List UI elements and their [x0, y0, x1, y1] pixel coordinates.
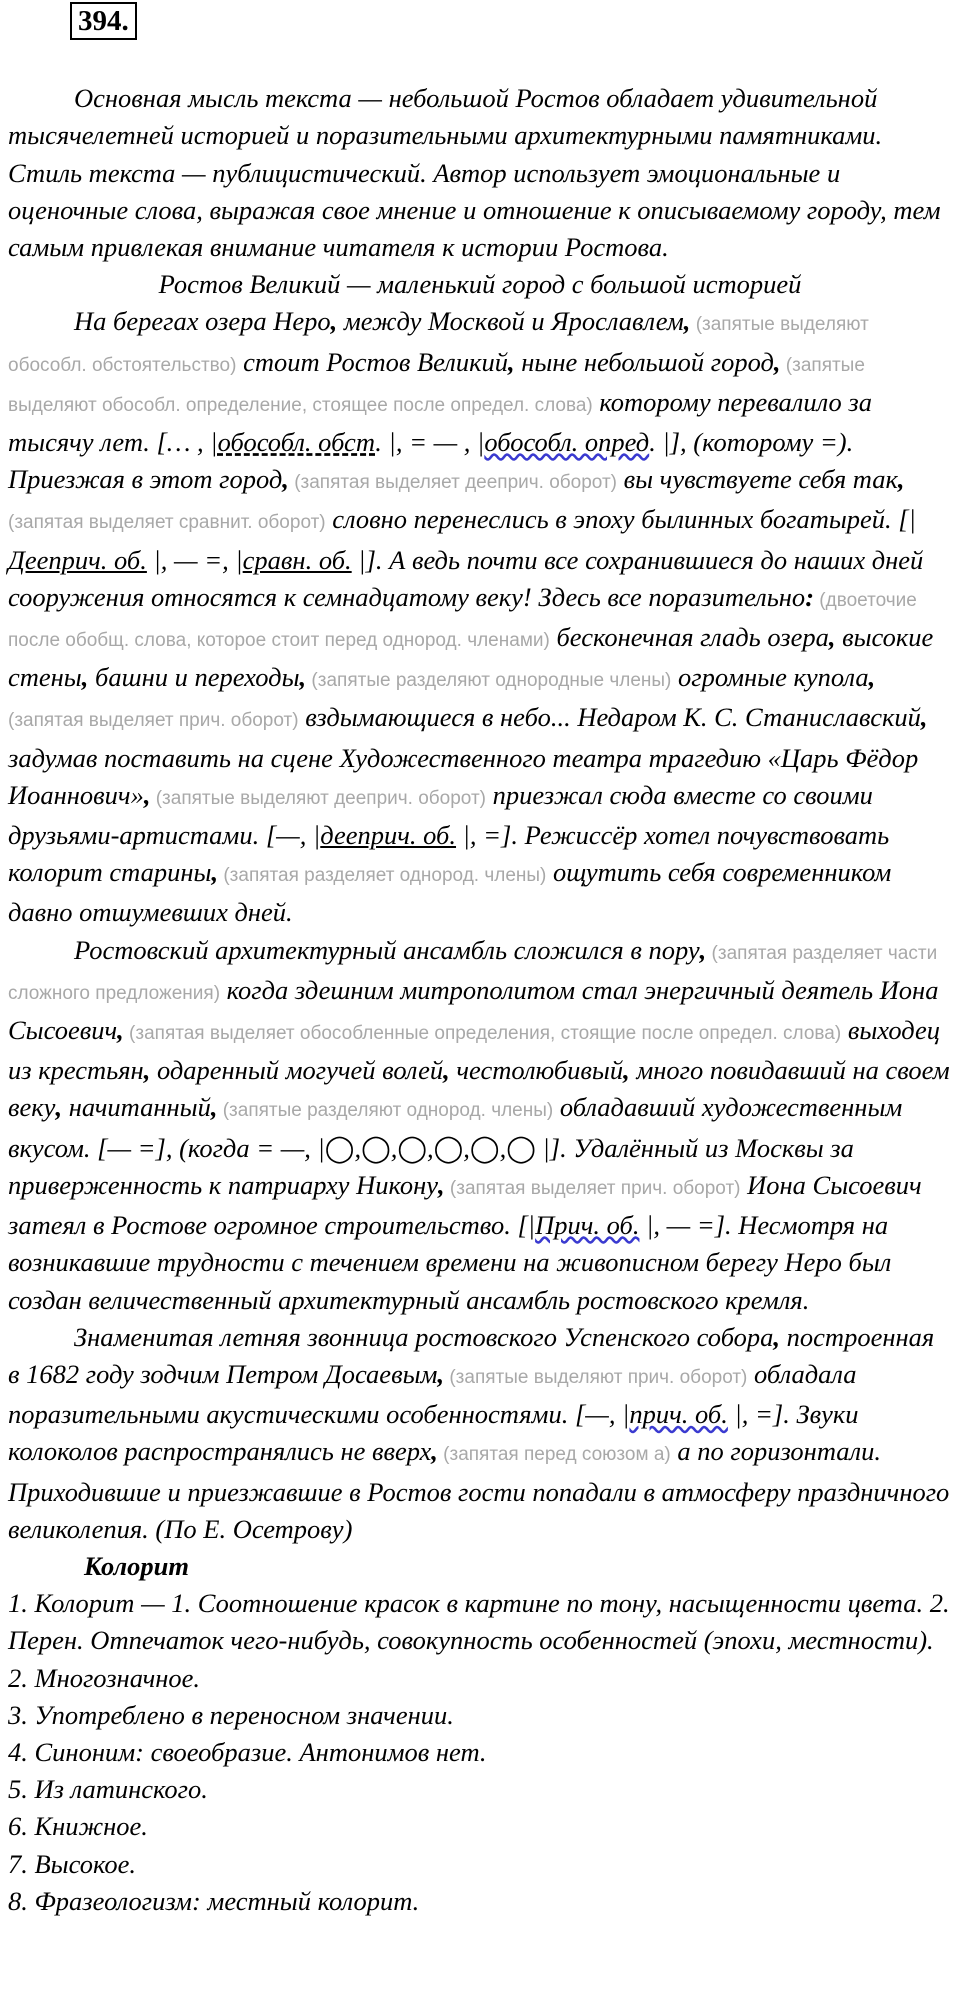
- text-run: |, =]. Звуки колоколов распространялись не вверх: [8, 1399, 859, 1467]
- list-item: 1. Колорит — 1. Соотношение красок в картине по тону, насыщенности цвета. 2. Перен. Отпечаток чего-нибудь, совокупность особенностей (эпохи, местности).: [8, 1588, 950, 1656]
- punctuation-mark: ,: [699, 934, 707, 965]
- punctuation-note: (запятые выделяют обособл. определение, стоящее после определ. слова): [8, 354, 865, 416]
- punctuation-note: (запятая перед союзом а): [437, 1444, 671, 1466]
- punctuation-mark: ,: [438, 1169, 445, 1200]
- scheme-circles: ◯,◯,◯,◯,◯,◯: [324, 1132, 536, 1163]
- list-item: 7. Высокое.: [8, 1848, 137, 1879]
- punctuation-mark: ,: [282, 464, 289, 495]
- punctuation-mark: ,: [81, 662, 89, 693]
- text-run: которому перевалило за тысячу лет. [… , |: [8, 386, 872, 458]
- scheme-label: обособл. опред: [484, 427, 650, 458]
- text-run: между Москвой и Ярославлем: [337, 306, 684, 337]
- text-run: Ростовский архитектурный ансамбль сложился в пору: [74, 934, 700, 965]
- list-item: 4. Синоним: своеобразие. Антонимов нет.: [8, 1736, 487, 1767]
- punctuation-note: (запятые выделяют дееприч. оборот): [150, 787, 486, 809]
- text-run: много повидавший на своем веку: [8, 1055, 950, 1123]
- text-run: |, — =]. Несмотря на возникавшие трудности с течением времени на живописном берегу Неро был создан величественный архитектурный ансамбль ростовского кремля.: [8, 1210, 892, 1315]
- scheme-label: Дееприч. об.: [8, 544, 147, 575]
- list-item: 3. Употреблено в переносном значении.: [8, 1699, 454, 1730]
- text-run: На берегах озера Неро: [74, 306, 331, 337]
- punctuation-mark: ,: [897, 464, 905, 495]
- punctuation-mark: ,: [143, 779, 151, 810]
- punctuation-note: (запятая разделяет части сложного предложения): [8, 942, 938, 1004]
- exercise-number: 394.: [70, 2, 137, 40]
- text-run: башни и переходы: [88, 662, 300, 693]
- punctuation-mark: ,: [683, 306, 691, 337]
- punctuation-note: (запятая выделяет обособленные определения, стоящие после определ. слова): [123, 1023, 842, 1045]
- punctuation-mark: ,: [330, 306, 338, 337]
- paragraph-1: [8, 303, 952, 931]
- text-run: задумав поставить на сцене Художественного театра трагедию «Царь Фёдор Иоаннович»: [8, 742, 919, 810]
- punctuation-note: (двоеточие после обобщ. слова, которое стоит перед однород. членами): [8, 589, 917, 652]
- punctuation-mark: ,: [117, 1015, 124, 1046]
- text-run: когда здешним митрополитом стал энергичный деятель Иона Сысоевич: [8, 974, 939, 1046]
- text-run: одаренный могучей волей: [150, 1055, 444, 1086]
- punctuation-mark: ,: [143, 1055, 151, 1086]
- punctuation-note: (запятая выделяет прич. оборот): [444, 1177, 741, 1199]
- punctuation-mark: ,: [920, 702, 928, 733]
- text-run: |, =]. Режиссёр хотел почувствовать колорит старины: [8, 820, 890, 888]
- punctuation-mark: ,: [773, 1321, 781, 1352]
- punctuation-mark: ,: [437, 1358, 445, 1389]
- punctuation-mark: ,: [443, 1055, 450, 1086]
- text-run: обладала поразительными акустическими особенностями. [—, |: [8, 1358, 857, 1430]
- text-run: ощутить себя современником давно отшумевших дней.: [8, 857, 892, 928]
- text-run: обладавший художественным вкусом. [— =], (когда = —, |: [8, 1092, 903, 1163]
- list-item: 6. Книжное.: [8, 1811, 148, 1842]
- word-analysis-list: [8, 1585, 952, 1920]
- punctuation-mark: ,: [828, 622, 836, 653]
- punctuation-note: (запятая выделяет дееприч. оборот): [288, 472, 617, 494]
- text-run: огромные купола: [671, 662, 869, 693]
- scheme-label: Прич. об.: [535, 1210, 640, 1241]
- text-run: стоит Ростов Великий: [236, 346, 508, 377]
- text-run: |]. Удалённый из Москвы за приверженность к патриарху Никону: [8, 1132, 854, 1200]
- text-run: |]. А ведь почти все сохранившиеся до наших дней сооружения относятся к семнадцатому веку! Здесь все поразительно: [8, 544, 924, 612]
- paragraph-2: [8, 932, 952, 1319]
- text-title: Ростов Великий — маленький город с большой историей: [158, 269, 802, 300]
- text-run: Знаменитая летняя звонница ростовского Успенского собора: [74, 1321, 774, 1352]
- text-run: словно перенеслись в эпоху былинных богатырей. [|: [325, 504, 916, 535]
- punctuation-mark: ,: [773, 346, 781, 377]
- intro-paragraph: Основная мысль текста — небольшой Ростов обладает удивительной тысячелетней историей и поразительными архитектурными памятниками. Стиль текста — публицистический. Автор использует эмоциональные и оценочные слова, выражая свое мнение и отношение к описываемому городу, тем самым привлекая внимание читателя к истории Ростова.: [8, 83, 941, 263]
- punctuation-note: (запятая разделяет однород. члены): [218, 865, 547, 887]
- word-heading: Колорит: [84, 1550, 190, 1581]
- punctuation-note: (запятая выделяет прич. оборот): [8, 710, 299, 732]
- punctuation-note: (запятая выделяет сравнит. оборот): [8, 512, 326, 534]
- punctuation-mark: ,: [623, 1055, 630, 1086]
- text-run: бесконечная гладь озера: [549, 622, 829, 653]
- scheme-label: обособл. обст: [217, 427, 376, 458]
- list-item: 2. Многозначное.: [8, 1662, 201, 1693]
- text-run: вы чувствуете себя так: [616, 464, 898, 495]
- punctuation-mark: ,: [507, 346, 515, 377]
- text-run: честолюбивый: [449, 1055, 624, 1086]
- scheme-label: сравн. об.: [242, 544, 352, 575]
- text-run: Иона Сысоевич затеял в Ростове огромное строительство. [|: [8, 1169, 922, 1241]
- punctuation-note: (запятые выделяют прич. оборот): [444, 1366, 748, 1388]
- text-run: выходец из крестьян: [8, 1015, 941, 1086]
- text-run: начитанный: [62, 1092, 211, 1123]
- scheme-label: прич. об.: [629, 1399, 728, 1430]
- text-run: . |], (которому =). Приезжая в этот город: [8, 427, 854, 495]
- punctuation-mark: ,: [211, 857, 219, 888]
- punctuation-mark: :: [805, 581, 815, 612]
- text-run: а по горизонтали. Приходившие и приезжавшие в Ростов гости попадали в атмосферу праздничного великолепия. (По Е. Осетрову): [8, 1436, 950, 1544]
- text-run: вздымающиеся в небо... Недаром К. С. Станиславский: [298, 702, 921, 733]
- text-run: приезжал сюда вместе со своими друзьями-артистами. [—, |: [8, 779, 873, 851]
- punctuation-mark: ,: [868, 662, 876, 693]
- text-run: |, — =, |: [146, 544, 243, 575]
- text-run: построенная в 1682 году зодчим Петром Досаевым: [8, 1321, 935, 1389]
- scheme-label: дееприч. об.: [320, 820, 457, 851]
- text-run: . |, = — , |: [375, 427, 485, 458]
- text-run: высокие стены: [8, 622, 934, 693]
- text-run: ныне небольшой город: [514, 346, 774, 377]
- punctuation-note: (запятые выделяют обособл. обстоятельство): [8, 314, 869, 376]
- punctuation-mark: ,: [431, 1436, 438, 1467]
- punctuation-note: (запятые разделяют однород. члены): [217, 1100, 554, 1122]
- paragraph-3: [8, 1319, 952, 1548]
- punctuation-note: (запятые разделяют однородные члены): [306, 670, 672, 692]
- punctuation-mark: ,: [210, 1092, 218, 1123]
- punctuation-mark: ,: [299, 662, 307, 693]
- punctuation-mark: ,: [55, 1092, 63, 1123]
- list-item: 8. Фразеологизм: местный колорит.: [8, 1885, 420, 1916]
- list-item: 5. Из латинского.: [8, 1774, 208, 1805]
